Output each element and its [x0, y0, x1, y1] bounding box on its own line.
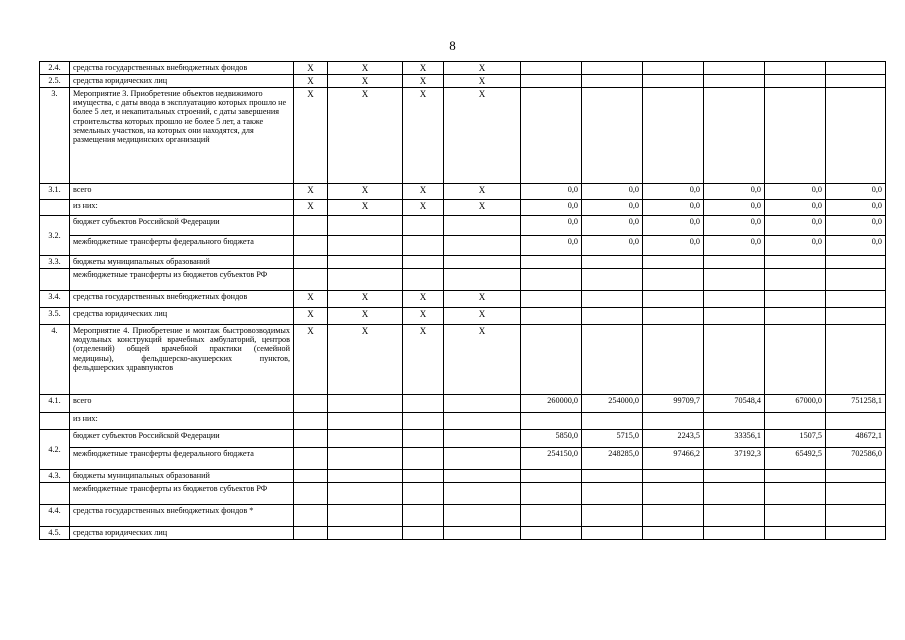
- row-number: 3.3.: [40, 256, 70, 269]
- row-number: 2.4.: [40, 62, 70, 75]
- value-cell: [826, 256, 886, 269]
- row-name: из них:: [70, 200, 294, 216]
- mark-cell: [403, 430, 444, 448]
- mark-cell: [328, 395, 403, 413]
- value-cell: 0,0: [765, 200, 826, 216]
- table-row: [40, 483, 886, 505]
- value-cell: [704, 413, 765, 430]
- row-number: 4.2.: [40, 430, 70, 470]
- value-cell: [826, 470, 886, 483]
- mark-cell: [444, 430, 521, 448]
- value-cell: 48672,1: [826, 430, 886, 448]
- row-number: 3.2.: [40, 216, 70, 256]
- value-cell: [765, 483, 826, 505]
- value-cell: [643, 291, 704, 308]
- value-cell: [582, 505, 643, 527]
- mark-cell: Х: [328, 88, 403, 184]
- mark-cell: Х: [403, 88, 444, 184]
- value-cell: [704, 256, 765, 269]
- row-number: 4.3.: [40, 470, 70, 483]
- value-cell: [765, 256, 826, 269]
- value-cell: [826, 505, 886, 527]
- row-name: межбюджетные трансферты из бюджетов субъектов РФ: [70, 269, 294, 291]
- mark-cell: [403, 505, 444, 527]
- value-cell: [704, 505, 765, 527]
- mark-cell: [444, 470, 521, 483]
- value-cell: [521, 256, 582, 269]
- page-number: 8: [449, 38, 456, 53]
- value-cell: [582, 75, 643, 88]
- value-cell: [643, 413, 704, 430]
- row-number: 3.: [40, 88, 70, 184]
- mark-cell: [328, 236, 403, 256]
- value-cell: [643, 62, 704, 75]
- value-cell: 2243,5: [643, 430, 704, 448]
- mark-cell: [328, 483, 403, 505]
- value-cell: [582, 291, 643, 308]
- mark-cell: [403, 448, 444, 470]
- table-row: [40, 75, 886, 88]
- value-cell: 0,0: [826, 200, 886, 216]
- mark-cell: [328, 430, 403, 448]
- mark-cell: Х: [403, 325, 444, 395]
- mark-cell: [444, 505, 521, 527]
- value-cell: [582, 325, 643, 395]
- value-cell: [704, 325, 765, 395]
- value-cell: 0,0: [521, 236, 582, 256]
- value-cell: [704, 62, 765, 75]
- value-cell: [643, 256, 704, 269]
- table-row: [40, 413, 886, 430]
- mark-cell: [444, 448, 521, 470]
- mark-cell: [403, 236, 444, 256]
- mark-cell: Х: [328, 325, 403, 395]
- mark-cell: Х: [328, 184, 403, 200]
- mark-cell: Х: [403, 184, 444, 200]
- value-cell: 260000,0: [521, 395, 582, 413]
- row-name: Мероприятие 4. Приобретение и монтаж быстровозводимых модульных конструкций врачебных амбулаторий, центров (отделений) общей врачебной практики (семейной медицины), фельдшерско-акушерских пунктов, фельдшерских здравпунктов: [70, 325, 294, 395]
- row-number: 3.4.: [40, 291, 70, 308]
- value-cell: 33356,1: [704, 430, 765, 448]
- row-name: средства юридических лиц: [70, 527, 294, 540]
- row-name: межбюджетные трансферты федерального бюджета: [70, 448, 294, 470]
- value-cell: [582, 269, 643, 291]
- value-cell: 0,0: [826, 184, 886, 200]
- row-number: [40, 200, 70, 216]
- mark-cell: [328, 505, 403, 527]
- value-cell: [643, 505, 704, 527]
- value-cell: 702586,0: [826, 448, 886, 470]
- mark-cell: Х: [444, 88, 521, 184]
- row-name: средства государственных внебюджетных фондов: [70, 291, 294, 308]
- value-cell: [582, 413, 643, 430]
- value-cell: 0,0: [521, 216, 582, 236]
- mark-cell: [328, 269, 403, 291]
- mark-cell: Х: [294, 325, 328, 395]
- table-row: [40, 200, 886, 216]
- value-cell: [826, 62, 886, 75]
- value-cell: [521, 413, 582, 430]
- value-cell: [582, 88, 643, 184]
- value-cell: [582, 527, 643, 540]
- row-name: средства государственных внебюджетных фондов: [70, 62, 294, 75]
- row-number: 4.4.: [40, 505, 70, 527]
- mark-cell: Х: [403, 291, 444, 308]
- row-number: [40, 269, 70, 291]
- value-cell: [521, 62, 582, 75]
- row-number: 4.5.: [40, 527, 70, 540]
- value-cell: [826, 483, 886, 505]
- table-row: [40, 395, 886, 413]
- value-cell: 5850,0: [521, 430, 582, 448]
- value-cell: [582, 470, 643, 483]
- row-name: межбюджетные трансферты федерального бюджета: [70, 236, 294, 256]
- value-cell: 0,0: [521, 200, 582, 216]
- table-row: [40, 527, 886, 540]
- mark-cell: Х: [294, 308, 328, 325]
- mark-cell: Х: [294, 88, 328, 184]
- mark-cell: [294, 395, 328, 413]
- mark-cell: Х: [444, 325, 521, 395]
- row-number: 4.1.: [40, 395, 70, 413]
- value-cell: 0,0: [704, 216, 765, 236]
- row-name: всего: [70, 395, 294, 413]
- mark-cell: Х: [294, 75, 328, 88]
- mark-cell: [444, 527, 521, 540]
- value-cell: 0,0: [765, 236, 826, 256]
- value-cell: [765, 269, 826, 291]
- value-cell: [704, 470, 765, 483]
- value-cell: [826, 325, 886, 395]
- value-cell: [765, 325, 826, 395]
- value-cell: [521, 325, 582, 395]
- row-name: всего: [70, 184, 294, 200]
- value-cell: [826, 269, 886, 291]
- value-cell: 0,0: [765, 216, 826, 236]
- value-cell: [643, 527, 704, 540]
- value-cell: [643, 88, 704, 184]
- row-name: средства государственных внебюджетных фондов *: [70, 505, 294, 527]
- mark-cell: [294, 236, 328, 256]
- value-cell: 254000,0: [582, 395, 643, 413]
- mark-cell: [328, 448, 403, 470]
- budget-table: [39, 61, 886, 540]
- value-cell: [582, 483, 643, 505]
- table-row: [40, 88, 886, 184]
- mark-cell: Х: [444, 62, 521, 75]
- row-number: 3.5.: [40, 308, 70, 325]
- value-cell: [521, 505, 582, 527]
- row-name: бюджет субъектов Российской Федерации: [70, 216, 294, 236]
- value-cell: 0,0: [704, 184, 765, 200]
- mark-cell: [403, 256, 444, 269]
- value-cell: 0,0: [643, 200, 704, 216]
- mark-cell: Х: [403, 62, 444, 75]
- value-cell: [704, 75, 765, 88]
- value-cell: [826, 527, 886, 540]
- value-cell: [765, 527, 826, 540]
- mark-cell: [294, 216, 328, 236]
- mark-cell: Х: [403, 308, 444, 325]
- table-row: [40, 291, 886, 308]
- row-number: 4.: [40, 325, 70, 395]
- table-row: [40, 236, 886, 256]
- mark-cell: Х: [444, 184, 521, 200]
- value-cell: 0,0: [643, 184, 704, 200]
- value-cell: 0,0: [826, 236, 886, 256]
- value-cell: 248285,0: [582, 448, 643, 470]
- row-name: Мероприятие 3. Приобретение объектов недвижимого имущества, с даты ввода в эксплуатацию которых прошло не более 5 лет, и некапитальных строений, с даты завершения строительства которых прошло не более 5 лет, а также земельных участков, на которых они находятся, для размещения медицинских организаций: [70, 88, 294, 184]
- value-cell: [826, 308, 886, 325]
- table-row: [40, 470, 886, 483]
- mark-cell: [294, 256, 328, 269]
- row-name: средства юридических лиц: [70, 75, 294, 88]
- mark-cell: [294, 448, 328, 470]
- mark-cell: [444, 269, 521, 291]
- value-cell: [643, 75, 704, 88]
- row-number: [40, 413, 70, 430]
- mark-cell: [294, 470, 328, 483]
- value-cell: 1507,5: [765, 430, 826, 448]
- value-cell: [765, 470, 826, 483]
- table-row: [40, 430, 886, 448]
- mark-cell: [403, 483, 444, 505]
- value-cell: 70548,4: [704, 395, 765, 413]
- mark-cell: [444, 236, 521, 256]
- value-cell: 0,0: [765, 184, 826, 200]
- value-cell: [826, 413, 886, 430]
- value-cell: 65492,5: [765, 448, 826, 470]
- table-row: [40, 505, 886, 527]
- value-cell: [582, 62, 643, 75]
- mark-cell: [328, 413, 403, 430]
- value-cell: [521, 527, 582, 540]
- value-cell: [765, 62, 826, 75]
- table-body: [40, 62, 886, 540]
- row-name: из них:: [70, 413, 294, 430]
- value-cell: [521, 470, 582, 483]
- value-cell: [643, 269, 704, 291]
- mark-cell: [328, 527, 403, 540]
- value-cell: 67000,0: [765, 395, 826, 413]
- value-cell: [643, 325, 704, 395]
- value-cell: [826, 88, 886, 184]
- value-cell: [704, 291, 765, 308]
- table-row: [40, 308, 886, 325]
- row-name: средства юридических лиц: [70, 308, 294, 325]
- table-row: [40, 184, 886, 200]
- mark-cell: Х: [444, 200, 521, 216]
- value-cell: [643, 308, 704, 325]
- mark-cell: Х: [328, 75, 403, 88]
- value-cell: 0,0: [582, 200, 643, 216]
- mark-cell: [328, 470, 403, 483]
- value-cell: 99709,7: [643, 395, 704, 413]
- mark-cell: Х: [444, 291, 521, 308]
- mark-cell: Х: [328, 200, 403, 216]
- value-cell: 0,0: [521, 184, 582, 200]
- value-cell: [765, 308, 826, 325]
- value-cell: [521, 483, 582, 505]
- value-cell: 254150,0: [521, 448, 582, 470]
- row-number: 2.5.: [40, 75, 70, 88]
- value-cell: [521, 88, 582, 184]
- mark-cell: [294, 505, 328, 527]
- mark-cell: Х: [294, 62, 328, 75]
- table-row: [40, 62, 886, 75]
- value-cell: [582, 308, 643, 325]
- value-cell: [765, 505, 826, 527]
- value-cell: [643, 470, 704, 483]
- value-cell: 0,0: [643, 236, 704, 256]
- mark-cell: Х: [328, 308, 403, 325]
- mark-cell: [403, 413, 444, 430]
- value-cell: 97466,2: [643, 448, 704, 470]
- mark-cell: [444, 256, 521, 269]
- mark-cell: [328, 216, 403, 236]
- table-row: [40, 216, 886, 236]
- value-cell: 0,0: [643, 216, 704, 236]
- value-cell: [643, 483, 704, 505]
- mark-cell: [294, 413, 328, 430]
- value-cell: 37192,3: [704, 448, 765, 470]
- value-cell: 0,0: [704, 200, 765, 216]
- mark-cell: [403, 395, 444, 413]
- value-cell: 5715,0: [582, 430, 643, 448]
- mark-cell: [444, 216, 521, 236]
- table-row: [40, 325, 886, 395]
- mark-cell: [403, 269, 444, 291]
- row-number: 3.1.: [40, 184, 70, 200]
- mark-cell: [403, 216, 444, 236]
- mark-cell: [403, 470, 444, 483]
- mark-cell: [294, 430, 328, 448]
- value-cell: [704, 308, 765, 325]
- mark-cell: [403, 527, 444, 540]
- value-cell: [521, 291, 582, 308]
- mark-cell: Х: [328, 62, 403, 75]
- mark-cell: Х: [294, 291, 328, 308]
- mark-cell: [328, 256, 403, 269]
- value-cell: [704, 88, 765, 184]
- row-name: бюджеты муниципальных образований: [70, 256, 294, 269]
- value-cell: 751258,1: [826, 395, 886, 413]
- table-row: [40, 448, 886, 470]
- row-name: бюджет субъектов Российской Федерации: [70, 430, 294, 448]
- mark-cell: Х: [444, 308, 521, 325]
- value-cell: [826, 291, 886, 308]
- value-cell: 0,0: [582, 184, 643, 200]
- value-cell: [521, 75, 582, 88]
- value-cell: [765, 291, 826, 308]
- value-cell: [582, 256, 643, 269]
- mark-cell: Х: [403, 75, 444, 88]
- value-cell: [704, 483, 765, 505]
- value-cell: [521, 269, 582, 291]
- value-cell: [765, 88, 826, 184]
- table-row: [40, 269, 886, 291]
- value-cell: [521, 308, 582, 325]
- value-cell: [826, 75, 886, 88]
- mark-cell: Х: [328, 291, 403, 308]
- mark-cell: [294, 483, 328, 505]
- mark-cell: Х: [294, 184, 328, 200]
- row-name: бюджеты муниципальных образований: [70, 470, 294, 483]
- mark-cell: Х: [294, 200, 328, 216]
- value-cell: 0,0: [582, 236, 643, 256]
- value-cell: 0,0: [704, 236, 765, 256]
- mark-cell: Х: [444, 75, 521, 88]
- mark-cell: [444, 413, 521, 430]
- table-row: [40, 256, 886, 269]
- mark-cell: [444, 395, 521, 413]
- row-number: [40, 483, 70, 505]
- value-cell: 0,0: [826, 216, 886, 236]
- value-cell: [704, 527, 765, 540]
- mark-cell: [294, 527, 328, 540]
- mark-cell: [294, 269, 328, 291]
- mark-cell: [444, 483, 521, 505]
- value-cell: [765, 413, 826, 430]
- row-name: межбюджетные трансферты из бюджетов субъектов РФ: [70, 483, 294, 505]
- value-cell: [704, 269, 765, 291]
- mark-cell: Х: [403, 200, 444, 216]
- value-cell: 0,0: [582, 216, 643, 236]
- value-cell: [765, 75, 826, 88]
